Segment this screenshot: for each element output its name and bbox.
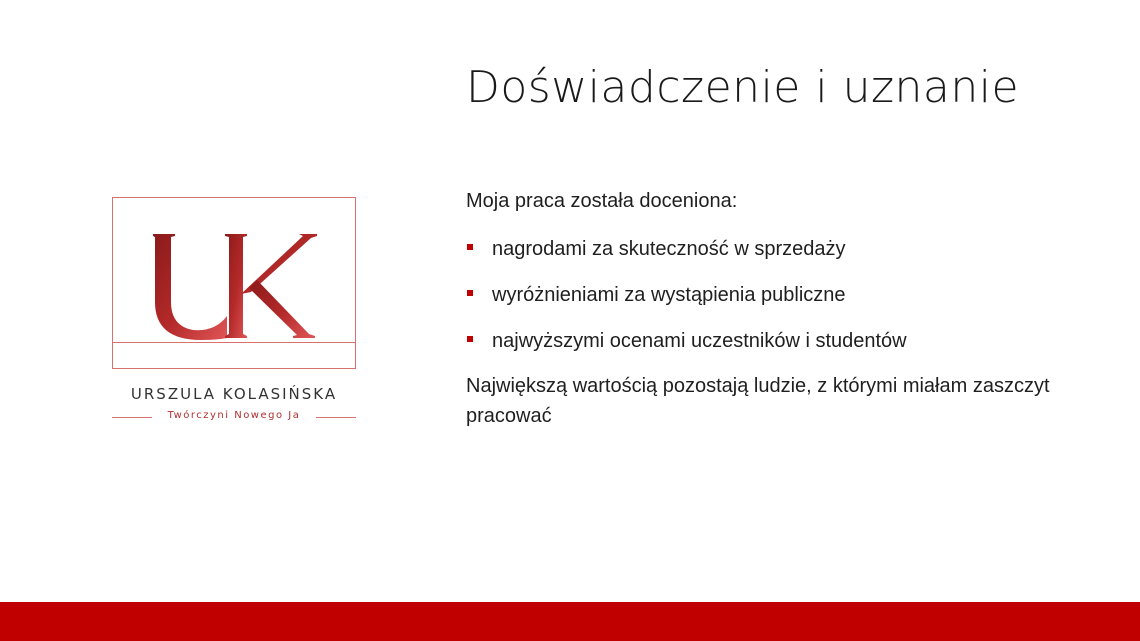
slide-content	[466, 188, 1106, 431]
logo-tagline-row	[112, 410, 356, 424]
closing-text: Największą wartością pozostają ludzie, z którymi miałam zaszczyt pracować	[466, 375, 1050, 427]
logo-inner-divider	[113, 342, 355, 343]
logo-monogram-frame	[112, 197, 356, 369]
list-item-text: nagrodami za skuteczność w sprzedaży	[492, 238, 846, 260]
brand-logo	[112, 197, 356, 419]
list-item	[466, 282, 1106, 308]
slide-title: Doświadczenie i uznanie	[466, 62, 1020, 113]
tagline-divider-right	[316, 417, 356, 418]
list-item-text: najwyższymi ocenami uczestników i studentów	[492, 330, 907, 352]
list-item-text: wyróżnieniami za wystąpienia publiczne	[492, 284, 846, 306]
logo-name: URSZULA KOLASIŃSKA	[130, 385, 338, 403]
list-item	[466, 328, 1106, 354]
intro-text: Moja praca została doceniona:	[466, 190, 738, 212]
list-item	[466, 236, 1106, 262]
footer-accent-bar	[0, 602, 1140, 641]
square-bullet-icon	[467, 336, 473, 342]
achievement-list	[466, 236, 1106, 354]
logo-tagline: Twórczyni Nowego Ja	[167, 410, 301, 421]
square-bullet-icon	[467, 290, 473, 296]
square-bullet-icon	[467, 244, 473, 250]
